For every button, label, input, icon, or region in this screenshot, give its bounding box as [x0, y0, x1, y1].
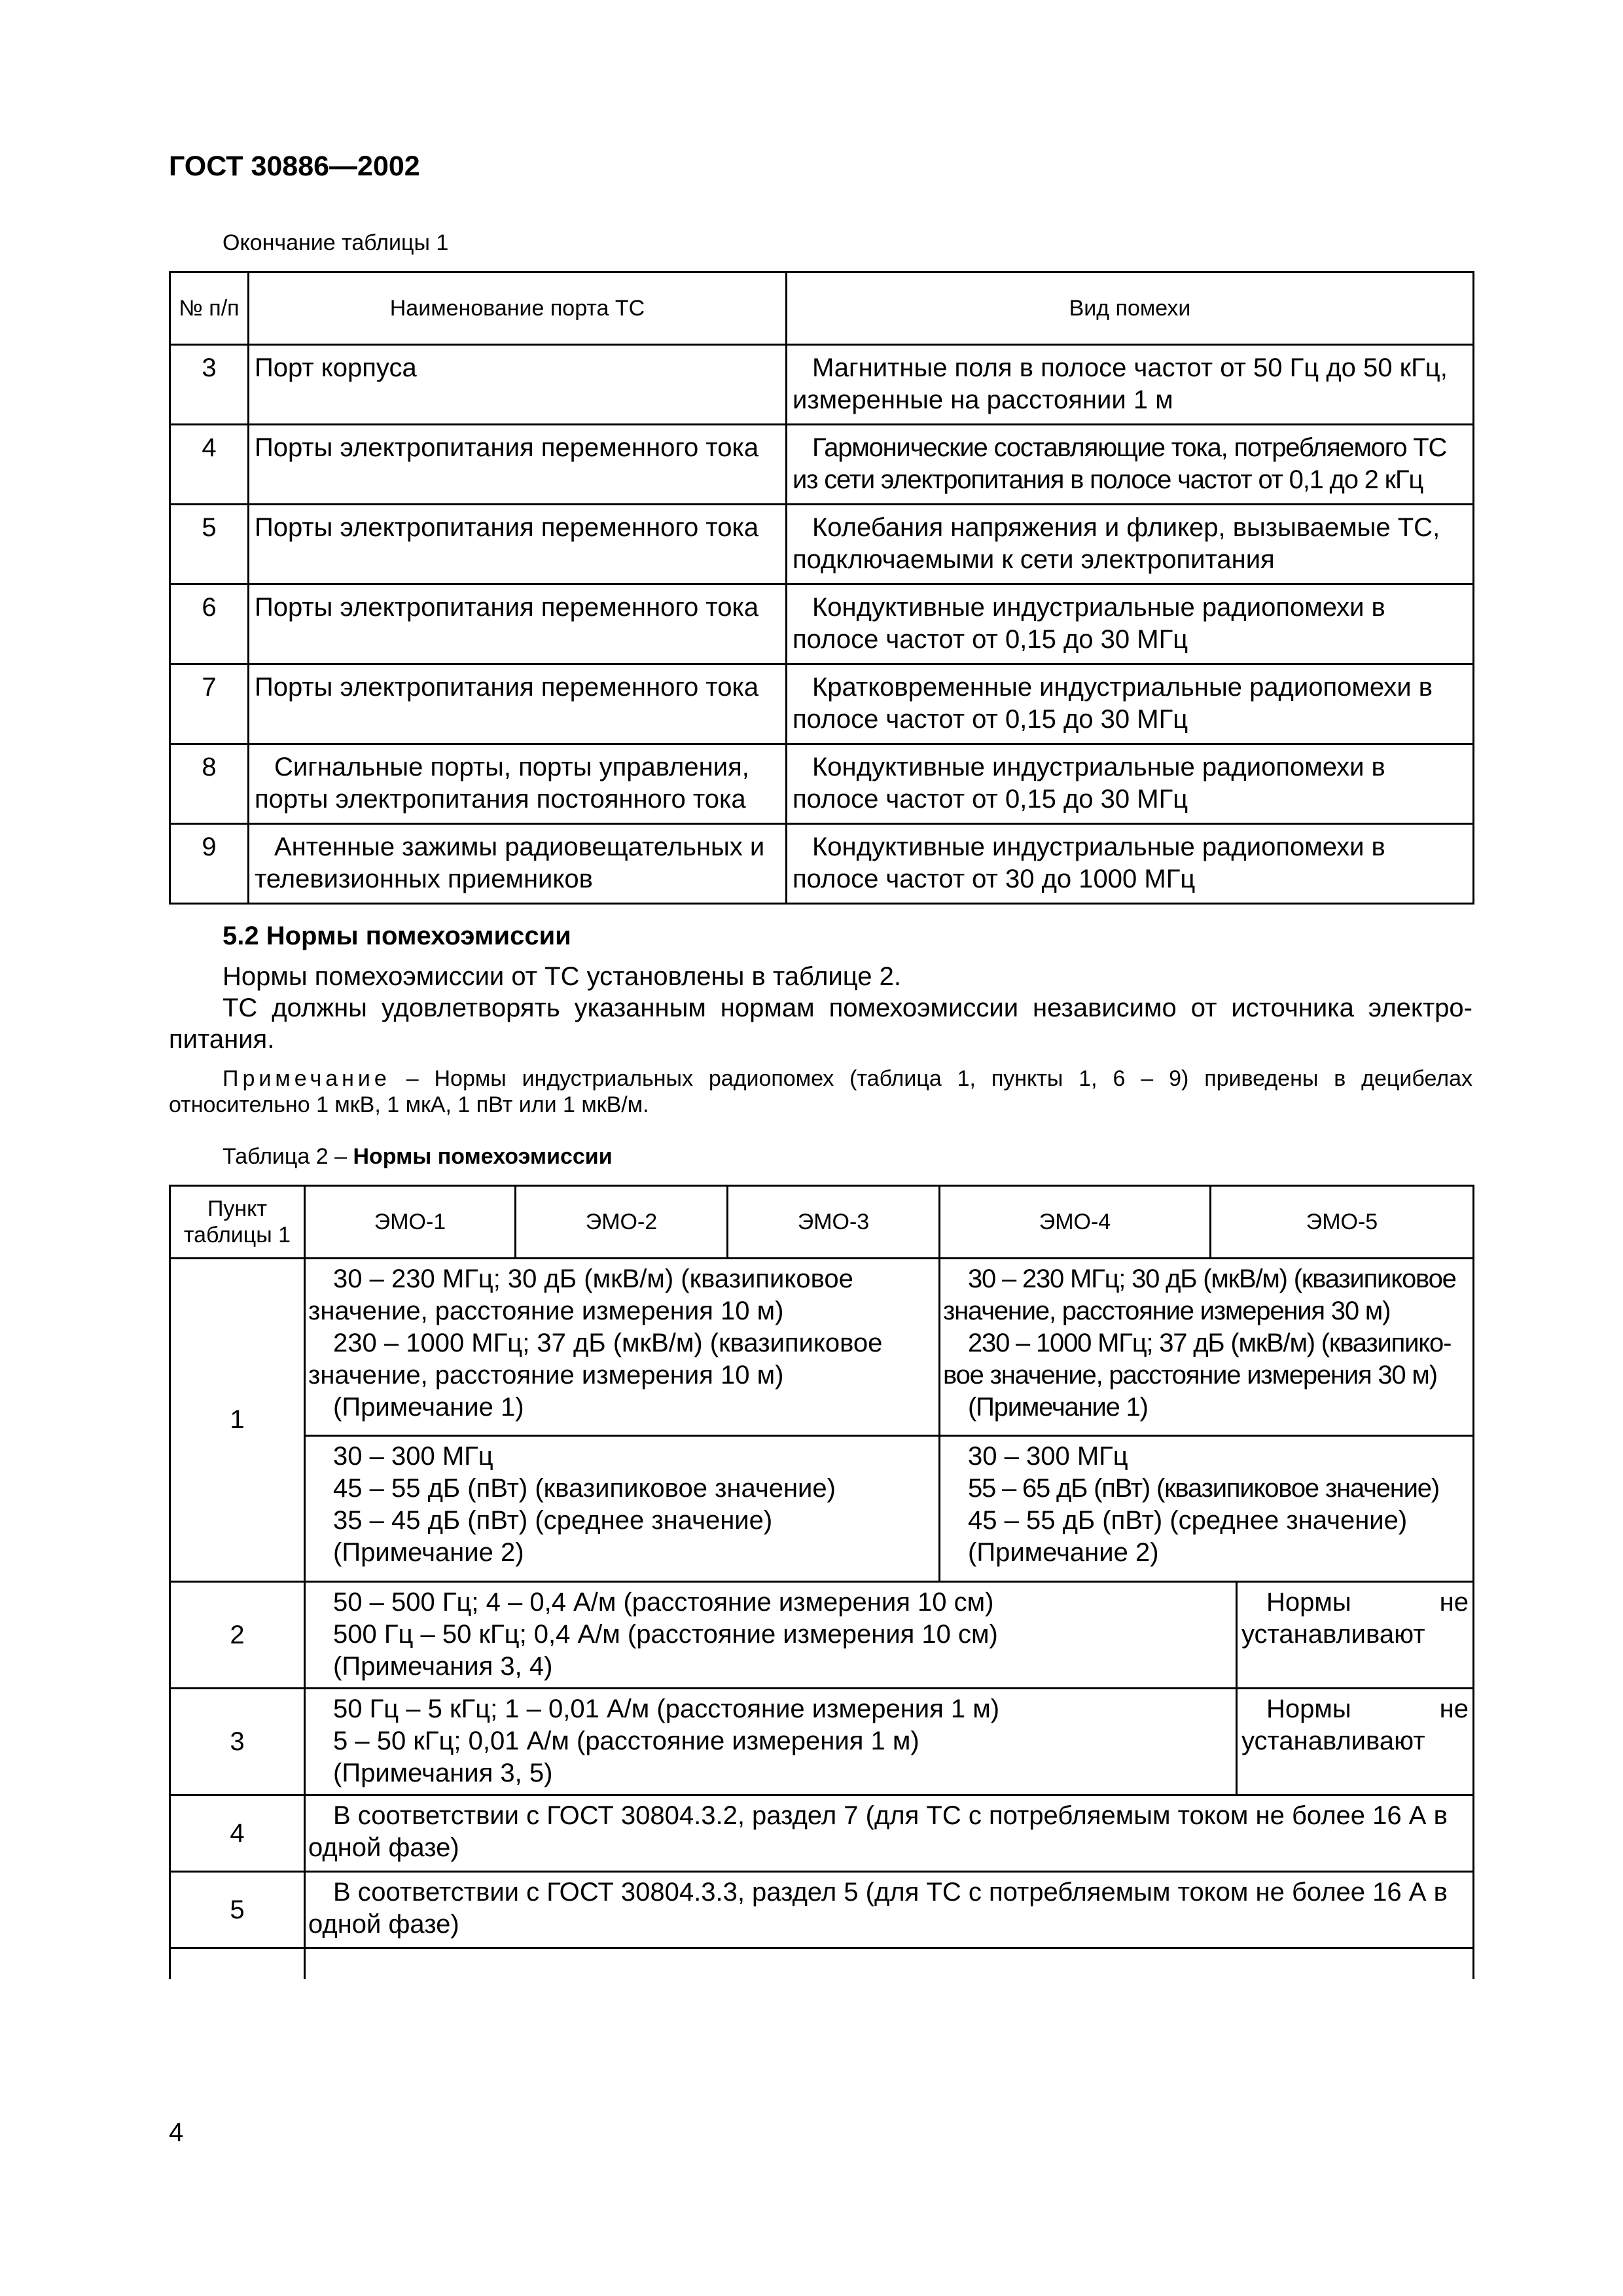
table2-caption — [223, 1144, 613, 1170]
table-continuation-row — [170, 1948, 1474, 1980]
item-number: 5 — [170, 1872, 305, 1948]
row-num: 4 — [170, 425, 249, 505]
norm-line: (Примечания 3, 5) — [333, 1759, 553, 1787]
table-row — [170, 1872, 1474, 1948]
norm-cell-all — [305, 1872, 1474, 1948]
table1-header-row — [170, 272, 1474, 345]
table-row — [170, 345, 1474, 425]
norm-line: значение, расстояние измерения 10 м) — [308, 1361, 784, 1390]
empty-cell — [305, 1948, 1474, 1980]
caption-title: Нормы помехоэмиссии — [353, 1144, 613, 1169]
norm-line: 230 – 1000 МГц; 37 дБ (мкВ/м) (квазипико- — [968, 1329, 1452, 1357]
interference-kind — [787, 744, 1474, 824]
item-number: 4 — [170, 1795, 305, 1872]
port-name: Порт корпуса — [249, 345, 787, 425]
norm-line: (Примечание 2) — [968, 1538, 1159, 1567]
header-emo4: ЭМО-4 — [940, 1186, 1211, 1259]
norm-line: 35 – 45 дБ (пВт) (среднее значение) — [333, 1506, 773, 1535]
row-num: 8 — [170, 744, 249, 824]
norm-line: 30 – 300 МГц — [968, 1442, 1128, 1471]
norm-cell-emo4-5-a — [940, 1259, 1474, 1436]
norm-cell-emo5 — [1237, 1689, 1474, 1795]
norm-line: 45 – 55 дБ (пВт) (среднее значение) — [968, 1506, 1408, 1535]
norm-line: 50 Гц – 5 кГц; 1 – 0,01 А/м (расстояние измерения 1 м) — [333, 1695, 1000, 1723]
table2-header-row — [170, 1186, 1474, 1259]
norm-line: (Примечания 3, 4) — [333, 1652, 553, 1681]
port-text: Сигнальные порты, порты управления, порты электропитания постоянного тока — [255, 753, 749, 814]
kind-text: Кондуктивные индустриальные радиопомехи в полосе частот от 30 до 1000 МГц — [793, 833, 1385, 893]
norm-line: (Примечание 2) — [333, 1538, 524, 1567]
table-row — [170, 824, 1474, 904]
header-emo3: ЭМО-3 — [728, 1186, 940, 1259]
norm-line: 55 – 65 дБ (пВт) (квазипиковое значение) — [968, 1474, 1439, 1503]
item-number: 1 — [170, 1259, 305, 1582]
kind-text: Магнитные поля в полосе частот от 50 Гц до 50 кГц, измеренные на расстоянии 1 м — [793, 353, 1448, 414]
row-num: 9 — [170, 824, 249, 904]
paragraph: Нормы помехоэмиссии от ТС установлены в таблице 2. — [223, 962, 901, 991]
interference-kind — [787, 345, 1474, 425]
norm-line: 30 – 230 МГц; 30 дБ (мкВ/м) (квазипиковое — [968, 1265, 1456, 1293]
norm-cell-emo1-4 — [305, 1689, 1237, 1795]
port-name: Порты электропитания переменного тока — [249, 425, 787, 505]
table2 — [169, 1185, 1474, 1979]
interference-kind — [787, 425, 1474, 505]
row-num: 3 — [170, 345, 249, 425]
port-text: Антенные зажимы радиовещательных и телевизионных приемников — [255, 833, 765, 893]
port-name: Порты электропитания переменного тока — [249, 505, 787, 584]
norm-line: 30 – 230 МГц; 30 дБ (мкВ/м) (квазипиковое — [333, 1265, 853, 1293]
table1-header-num: № п/п — [170, 272, 249, 345]
norm-cell-all — [305, 1795, 1474, 1872]
page-number: 4 — [169, 2118, 184, 2147]
item-number: 2 — [170, 1582, 305, 1689]
kind-text: Кондуктивные индустриальные радиопомехи в полосе частот от 0,15 до 30 МГц — [793, 593, 1385, 654]
norm-line: (Примечание 1) — [968, 1393, 1148, 1422]
interference-kind — [787, 584, 1474, 664]
norm-cell-emo5 — [1237, 1582, 1474, 1689]
port-name — [249, 744, 787, 824]
norm-cell-emo4-5-b — [940, 1436, 1474, 1582]
table1-header-port: Наименование порта ТС — [249, 272, 787, 345]
kind-text: Гармонические составляющие тока, потребляемого ТС из сети электропитания в полосе частот от 0,1 до 2 кГц — [793, 433, 1447, 494]
paragraph-continuation: питания. — [169, 1025, 275, 1054]
table1 — [169, 271, 1474, 905]
norm-line: значение, расстояние измерения 30 м) — [943, 1297, 1391, 1325]
row-num: 6 — [170, 584, 249, 664]
kind-text: Кратковременные индустриальные радиопомехи в полосе частот от 0,15 до 30 МГц — [793, 673, 1433, 734]
interference-kind — [787, 664, 1474, 744]
norm-cell-emo1-4 — [305, 1582, 1237, 1689]
table-row — [170, 505, 1474, 584]
norm-line: 45 – 55 дБ (пВт) (квазипиковое значение) — [333, 1474, 836, 1503]
paragraph: ТС должны удовлетворять указанным нормам помехоэмиссии независимо от источника электро- — [223, 994, 1472, 1022]
port-name — [249, 824, 787, 904]
norm-cell-emo1-3-a — [305, 1259, 940, 1436]
interference-kind — [787, 505, 1474, 584]
table-row — [170, 1795, 1474, 1872]
table-row — [170, 1436, 1474, 1582]
document-code-header: ГОСТ 30886—2002 — [169, 151, 420, 182]
norm-line: 30 – 300 МГц — [333, 1442, 493, 1471]
note — [169, 1066, 1472, 1118]
table-row — [170, 1689, 1474, 1795]
table-row — [170, 744, 1474, 824]
header-emo5: ЭМО-5 — [1211, 1186, 1474, 1259]
note-text: – Нормы индустриальных радиопомех (таблица 1, пункты 1, 6 – 9) приведены в децибелах относительно 1 мкВ, 1 мкА, 1 пВт или 1 мкВ/м. — [169, 1066, 1472, 1117]
interference-kind — [787, 824, 1474, 904]
header-item: Пункт таблицы 1 — [170, 1186, 305, 1259]
empty-cell — [170, 1948, 305, 1980]
header-emo2: ЭМО-2 — [516, 1186, 728, 1259]
table1-header-kind: Вид помехи — [787, 272, 1474, 345]
table-row — [170, 584, 1474, 664]
table-row — [170, 664, 1474, 744]
caption-prefix: Таблица 2 – — [223, 1144, 353, 1169]
section-title: 5.2 Нормы помехоэмиссии — [223, 922, 571, 950]
header-emo1: ЭМО-1 — [305, 1186, 516, 1259]
note-label: Примечание — [223, 1066, 391, 1091]
norm-line: 500 Гц – 50 кГц; 0,4 А/м (расстояние измерения 10 см) — [333, 1620, 998, 1649]
table-row — [170, 1582, 1474, 1689]
kind-text: Кондуктивные индустриальные радиопомехи в полосе частот от 0,15 до 30 МГц — [793, 753, 1385, 814]
norm-text: В соответствии с ГОСТ 30804.3.2, раздел 7 (для ТС с потребляемым током не более 16 А в одной фазе) — [308, 1801, 1448, 1862]
row-num: 5 — [170, 505, 249, 584]
norm-line: 5 – 50 кГц; 0,01 А/м (расстояние измерения 1 м) — [333, 1727, 919, 1755]
norm-cell-emo1-3-b — [305, 1436, 940, 1582]
norm-text: В соответствии с ГОСТ 30804.3.3, раздел 5 (для ТС с потребляемым током не более 16 А в одной фазе) — [308, 1878, 1448, 1939]
port-name: Порты электропитания переменного тока — [249, 584, 787, 664]
norm-line: 50 – 500 Гц; 4 – 0,4 А/м (расстояние измерения 10 см) — [333, 1588, 994, 1617]
kind-text: Колебания напряжения и фликер, вызываемые ТС, подключаемыми к сети электропитания — [793, 513, 1440, 574]
table-row — [170, 1259, 1474, 1436]
row-num: 7 — [170, 664, 249, 744]
norm-line: (Примечание 1) — [333, 1393, 524, 1422]
item-number: 3 — [170, 1689, 305, 1795]
port-name: Порты электропитания переменного тока — [249, 664, 787, 744]
norm-text: Нормы не устанавливают — [1241, 1695, 1469, 1755]
norm-text: Нормы не устанавливают — [1241, 1588, 1469, 1649]
table1-caption: Окончание таблицы 1 — [223, 230, 449, 255]
norm-line: значение, расстояние измерения 10 м) — [308, 1297, 784, 1325]
table-row — [170, 425, 1474, 505]
norm-line: вое значение, расстояние измерения 30 м) — [943, 1361, 1437, 1390]
norm-line: 230 – 1000 МГц; 37 дБ (мкВ/м) (квазипиковое — [333, 1329, 883, 1357]
